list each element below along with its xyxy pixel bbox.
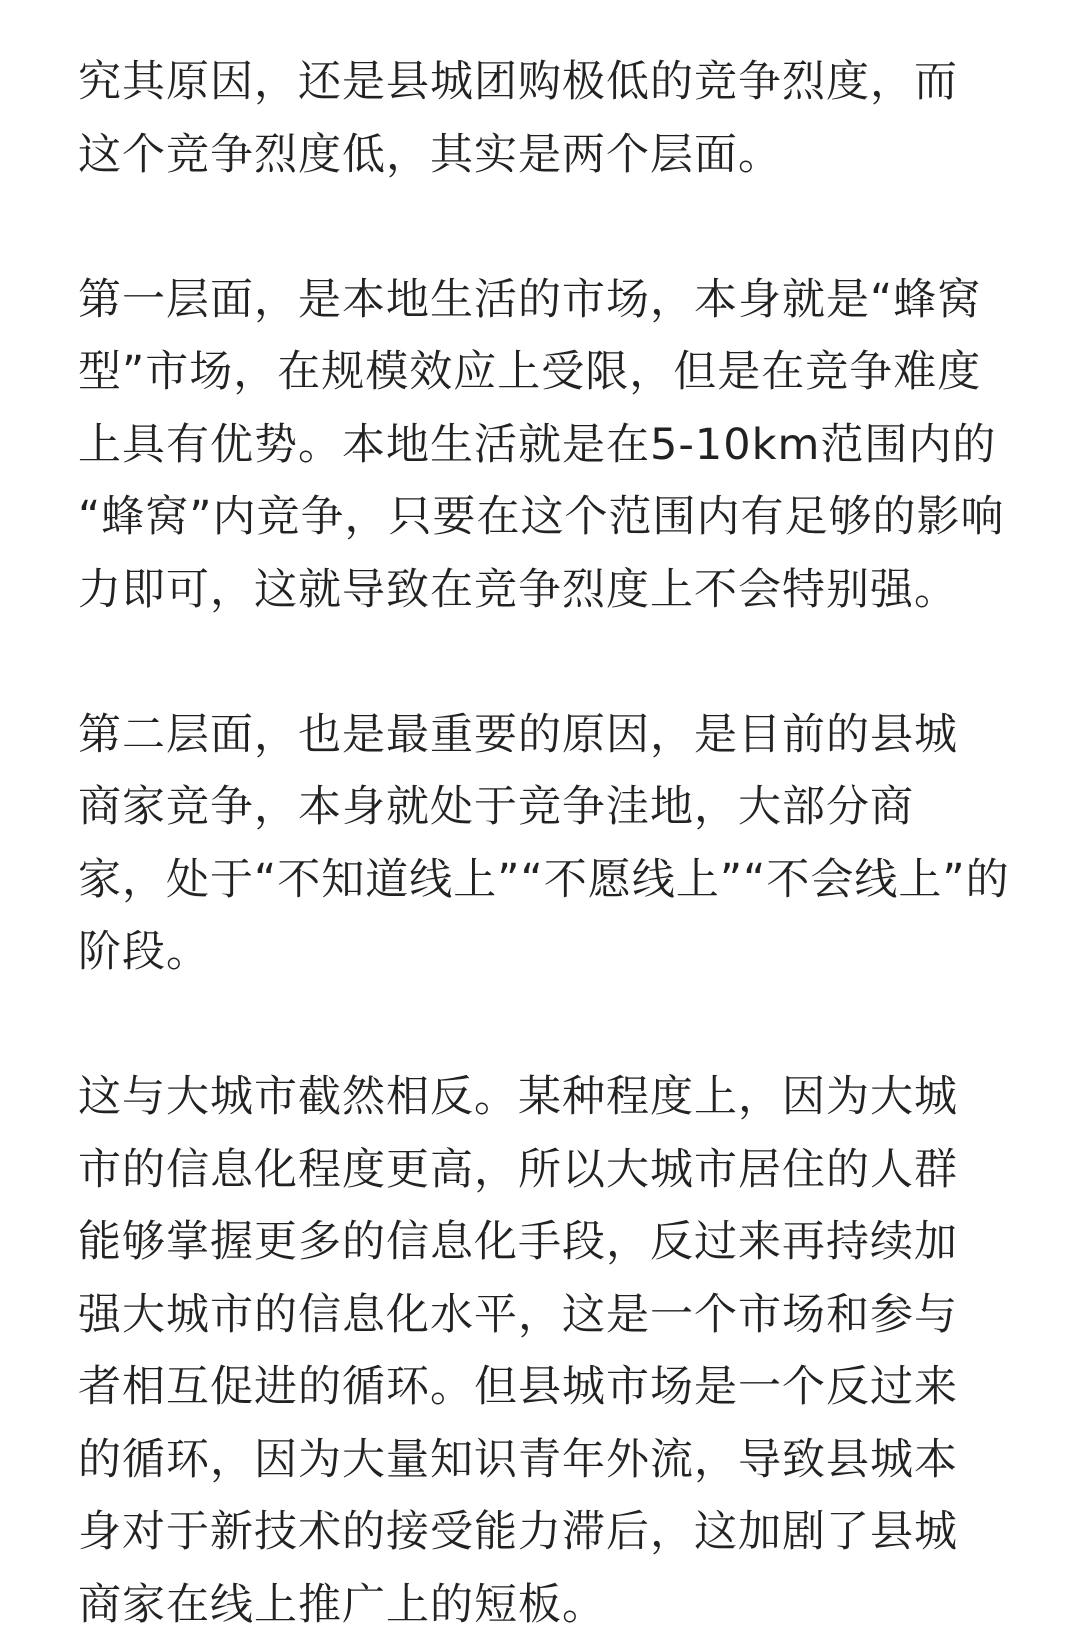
paragraph-spacer (78, 191, 1018, 264)
text-line: 这个竞争烈度低，其实是两个层面。 (78, 129, 782, 180)
text-line: 力即可，这就导致在竞争烈度上不会特别强。 (78, 564, 958, 615)
text-line: 第一层面，是本地生活的市场，本身就是“蜂窝 (78, 274, 982, 325)
text-line: 强大城市的信息化水平，这是一个市场和参与 (78, 1289, 958, 1340)
text-line: 市的信息化程度更高，所以大城市居住的人群 (78, 1144, 958, 1195)
paragraph-3 (78, 699, 1018, 989)
text-line: 者相互促进的循环。但县城市场是一个反过来 (78, 1362, 958, 1412)
text-line: 的循环，因为大量知识青年外流，导致县城本 (78, 1434, 958, 1485)
text-line: 究其原因，还是县城团购极低的竞争烈度，而 (78, 57, 958, 107)
text-line: 第二层面，也是最重要的原因，是目前的县城 (78, 709, 958, 760)
text-line: 商家竞争，本身就处于竞争洼地，大部分商 (78, 782, 914, 832)
text-line: “蜂窝”内竞争，只要在这个范围内有足够的影响 (78, 492, 1005, 542)
text-line: 上具有优势。本地生活就是在5-10km范围内的 (78, 419, 997, 470)
text-line: 能够掌握更多的信息化手段，反过来再持续加 (78, 1217, 958, 1267)
text-line: 这与大城市截然相反。某种程度上，因为大城 (78, 1072, 958, 1122)
text-line: 型”市场，在规模效应上受限，但是在竞争难度 (78, 347, 982, 397)
paragraph-4 (78, 1061, 1018, 1641)
paragraph-spacer (78, 626, 1018, 699)
text-line: 阶段。 (78, 927, 210, 977)
article-body (78, 46, 1018, 1641)
paragraph-1 (78, 46, 1018, 191)
text-line: 家，处于“不知道线上”“不愿线上”“不会线上”的 (78, 854, 1010, 905)
paragraph-spacer (78, 989, 1018, 1062)
text-line: 身对于新技术的接受能力滞后，这加剧了县城 (78, 1507, 958, 1557)
text-line: 商家在线上推广上的短板。 (78, 1579, 606, 1630)
paragraph-2 (78, 264, 1018, 627)
